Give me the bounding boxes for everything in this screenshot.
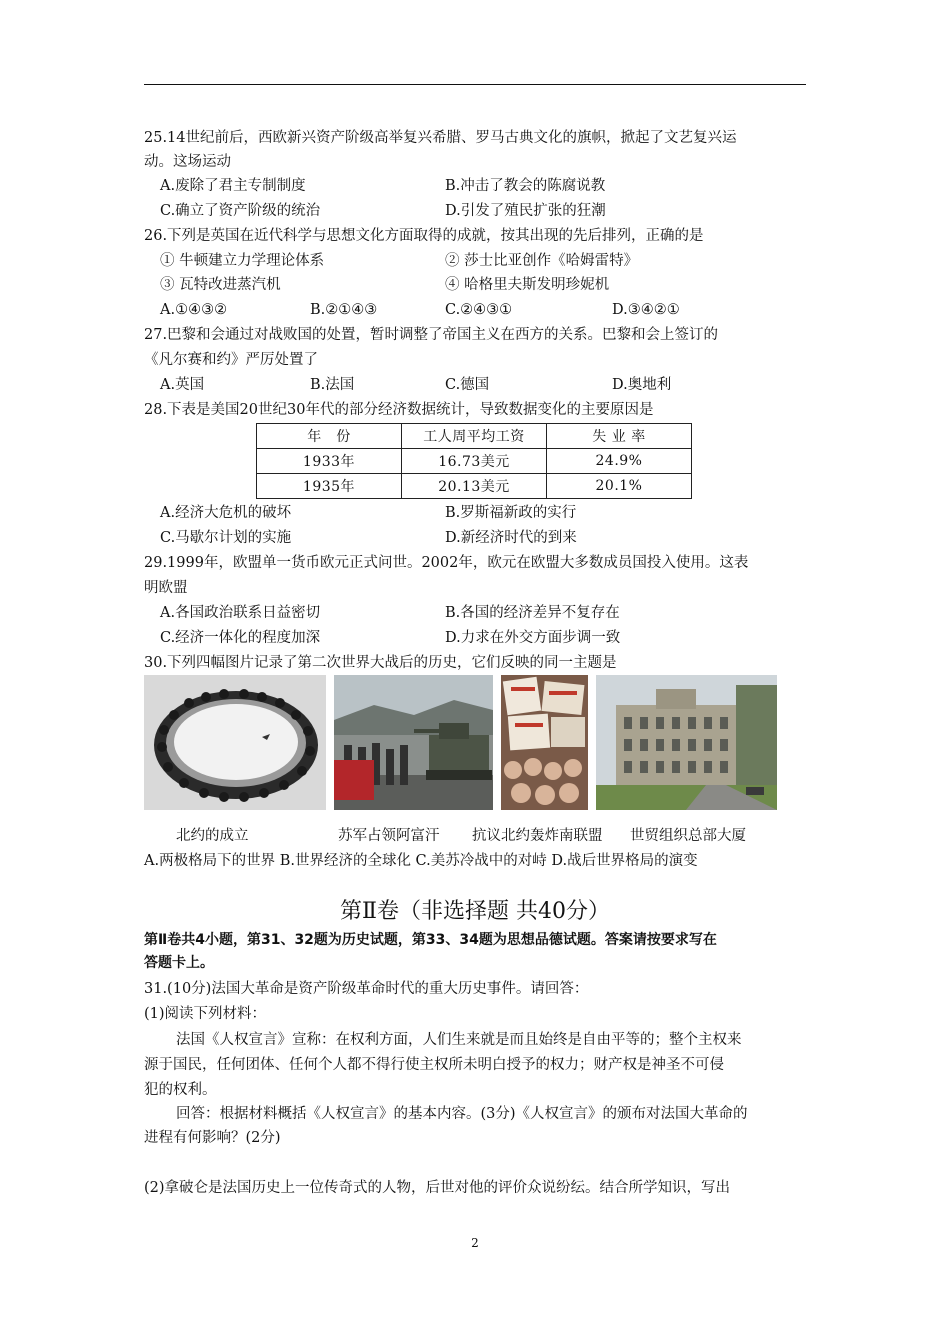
q26-item-4: ④ 哈格里夫斯发明珍妮机 <box>445 277 610 293</box>
q27-option-b: B.法国 <box>310 377 355 393</box>
photo-caption-4: 世贸组织总部大厦 <box>630 828 746 844</box>
q26-item-2: ② 莎士比亚创作《哈姆雷特》 <box>445 253 639 269</box>
page-number: 2 <box>471 1236 479 1250</box>
q27-stem-line1: 27.巴黎和会通过对战败国的处置，暂时调整了帝国主义在西方的关系。巴黎和会上签订的 <box>144 327 719 343</box>
q29-stem-line1: 29.1999年，欧盟单一货币欧元正式问世。2002年，欧元在欧盟大多数成员国投入使用。这表 <box>144 555 749 571</box>
photo-nato-founding <box>144 675 326 810</box>
table-cell: 20.13美元 <box>402 474 547 499</box>
q30-options: A.两极格局下的世界 B.世界经济的全球化 C.美苏冷战中的对峙 D.战后世界格局的演变 <box>144 853 698 869</box>
table-cell: 16.73美元 <box>402 449 547 474</box>
q26-stem: 26.下列是英国在近代科学与思想文化方面取得的成就，按其出现的先后排列，正确的是 <box>144 228 704 244</box>
q29-option-d: D.力求在外交方面步调一致 <box>445 630 621 646</box>
round-table-image <box>144 675 326 810</box>
q25-option-c: C.确立了资产阶级的统治 <box>160 203 321 219</box>
q31-material-line2: 源于国民，任何团体、任何个人都不得行使主权所未明白授予的权力；财产权是神圣不可侵 <box>144 1057 724 1073</box>
photo-caption-2: 苏军占领阿富汗 <box>338 828 440 844</box>
table-header-cell: 年 份 <box>257 424 402 449</box>
q25-option-a: A.废除了君主专制制度 <box>160 178 306 194</box>
q25-stem-line2: 动。这场运动 <box>144 154 231 170</box>
tank-column-image <box>334 675 493 810</box>
q28-stem: 28.下表是美国20世纪30年代的部分经济数据统计，导致数据变化的主要原因是 <box>144 402 654 418</box>
q31-material-line1: 法国《人权宣言》宣称：在权利方面，人们生来就是而且始终是自由平等的；整个主权来 <box>176 1032 742 1048</box>
q28-data-table <box>256 423 692 499</box>
q29-option-c: C.经济一体化的程度加深 <box>160 630 321 646</box>
table-cell: 1933年 <box>257 449 402 474</box>
q29-stem-line2: 明欧盟 <box>144 580 188 596</box>
wto-building-image <box>596 675 777 810</box>
photo-caption-1: 北约的成立 <box>176 828 249 844</box>
q30-stem: 30.下列四幅图片记录了第二次世界大战后的历史，它们反映的同一主题是 <box>144 655 617 671</box>
q27-option-c: C.德国 <box>445 377 490 393</box>
table-header-cell: 失 业 率 <box>547 424 692 449</box>
q31-question-line1: 回答：根据材料概括《人权宣言》的基本内容。(3分)《人权宣言》的颁布对法国大革命的 <box>176 1106 748 1122</box>
q31-stem: 31.(10分)法国大革命是资产阶级革命时代的重大历史事件。请回答： <box>144 981 589 997</box>
q26-option-c: C.②④③① <box>445 302 513 318</box>
q25-stem-line1: 25.14世纪前后，西欧新兴资产阶级高举复兴希腊、罗马古典文化的旗帜，掀起了文艺复兴运 <box>144 130 737 146</box>
q31-material-line3: 犯的权利。 <box>144 1082 217 1098</box>
protest-crowd-image <box>501 675 588 810</box>
table-header-cell: 工人周平均工资 <box>402 424 547 449</box>
table-cell: 24.9% <box>547 449 692 474</box>
table-cell: 20.1% <box>547 474 692 499</box>
q31-question-line2: 进程有何影响？(2分) <box>144 1130 281 1146</box>
q28-option-c: C.马歇尔计划的实施 <box>160 530 292 546</box>
q28-option-a: A.经济大危机的破坏 <box>160 505 292 521</box>
q27-option-a: A.英国 <box>160 377 205 393</box>
q28-option-b: B.罗斯福新政的实行 <box>445 505 577 521</box>
q31-part1-label: (1)阅读下列材料： <box>144 1006 267 1022</box>
table-cell: 1935年 <box>257 474 402 499</box>
q26-option-b: B.②①④③ <box>310 302 378 318</box>
q29-option-a: A.各国政治联系日益密切 <box>160 605 321 621</box>
q29-option-b: B.各国的经济差异不复存在 <box>445 605 620 621</box>
table-row <box>257 449 692 474</box>
table-header-row <box>257 424 692 449</box>
photo-protest-nato-bombing <box>501 675 588 810</box>
part2-note-line2: 答题卡上。 <box>144 955 214 971</box>
photo-wto-headquarters <box>596 675 777 810</box>
q28-option-d: D.新经济时代的到来 <box>445 530 577 546</box>
photo-soviet-afghanistan <box>334 675 493 810</box>
q26-option-a: A.①④③② <box>160 302 228 318</box>
header-rule <box>144 84 806 85</box>
q25-option-d: D.引发了殖民扩张的狂潮 <box>445 203 606 219</box>
q31-part2-line1: (2)拿破仑是法国历史上一位传奇式的人物，后世对他的评价众说纷纭。结合所学知识，写出 <box>144 1180 731 1196</box>
q27-option-d: D.奥地利 <box>612 377 672 393</box>
part2-title: 第Ⅱ卷（非选择题 共40分） <box>340 899 610 924</box>
q26-item-3: ③ 瓦特改进蒸汽机 <box>160 277 281 293</box>
q26-item-1: ① 牛顿建立力学理论体系 <box>160 253 325 269</box>
q25-option-b: B.冲击了教会的陈腐说教 <box>445 178 606 194</box>
q27-stem-line2: 《凡尔赛和约》严厉处置了 <box>144 352 318 368</box>
photo-caption-3: 抗议北约轰炸南联盟 <box>472 828 603 844</box>
q26-option-d: D.③④②① <box>612 302 680 318</box>
part2-note-line1: 第Ⅱ卷共4小题，第31、32题为历史试题，第33、34题为思想品德试题。答案请按要求写在 <box>144 932 717 948</box>
table-row <box>257 474 692 499</box>
